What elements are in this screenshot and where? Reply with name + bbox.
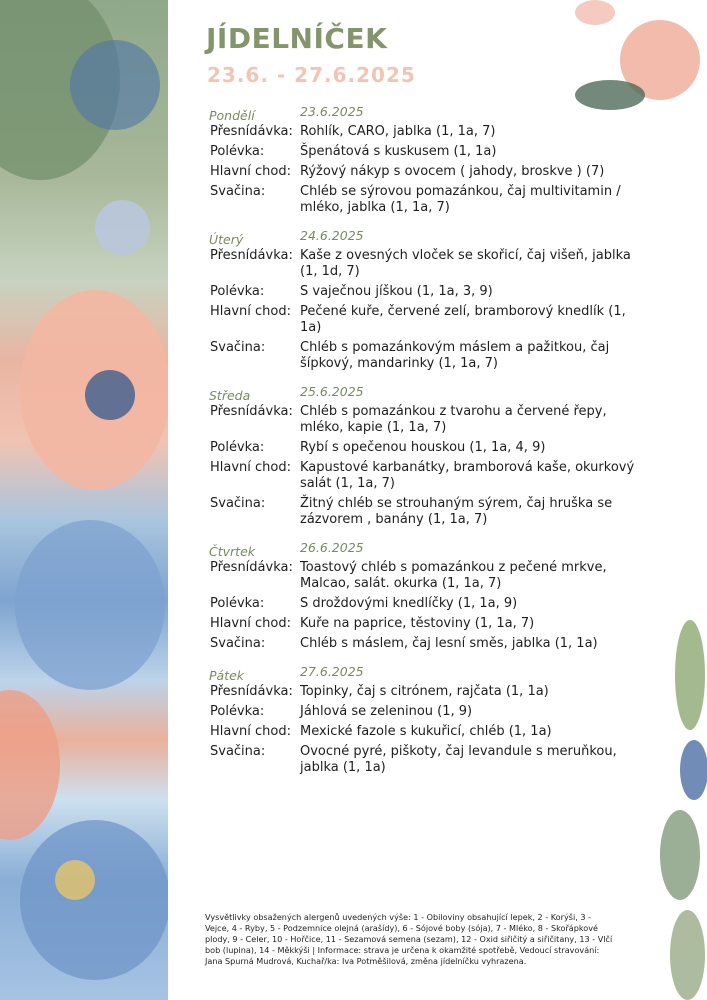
day-date: 26.6.2025 bbox=[300, 540, 364, 555]
day-name: Středa bbox=[209, 388, 251, 403]
day-name: Úterý bbox=[209, 232, 244, 247]
meal-row bbox=[208, 144, 653, 160]
meal-row bbox=[208, 440, 653, 456]
watercolor-floral-panel bbox=[0, 0, 168, 1000]
day-section bbox=[208, 540, 653, 652]
rose-center-shape bbox=[85, 370, 135, 420]
meal-value: Pečené kuře, červené zelí, bramborový knedlík (1, 1a) bbox=[300, 304, 626, 335]
meal-value: Chléb s máslem, čaj lesní směs, jablka (1, 1a) bbox=[300, 636, 598, 651]
meal-value: Chléb s pomazánkovým máslem a pažitkou, čaj šípkový, mandarinky (1, 1a, 7) bbox=[300, 340, 610, 371]
allergen-legend: Vysvětlivky obsažených alergenů uvedených výše: 1 - Obiloviny obsahující lepek, 2 - Korýši, 3 - Vejce, 4 - Ryby, 5 - Podzemnice olejná (arašídy), 6 - Sójové boby (sója), 7 - Mléko, 8 - Skořápkové plody, 9 - Celer, 10 - Hořčice, 11 - Sezamová semena (sezam), 12 - Oxid siřičitý a siřičitany, 13 - Vlčí bob (lupina), 14 - Měkkýši | Informace: strava je určena k okamžité spotřebě, Vedoucí stravování: Jana Spurná Mudrová, Kuchař/ka: Iva Potměšilová, změna jídelníčku vyhrazena. bbox=[205, 912, 613, 966]
meal-label: Přesnídávka: bbox=[210, 124, 293, 139]
day-section bbox=[208, 228, 653, 372]
day-header bbox=[208, 384, 653, 404]
flower-center-shape bbox=[55, 860, 95, 900]
meal-value: Kapustové karbanátky, bramborová kaše, okurkový salát (1, 1a, 7) bbox=[300, 460, 635, 491]
meal-label: Hlavní chod: bbox=[210, 616, 292, 631]
meal-label: Svačina: bbox=[210, 340, 266, 355]
meal-row bbox=[208, 164, 653, 180]
meal-value: Kaše z ovesných vloček se skořicí, čaj višeň, jablka (1, 1d, 7) bbox=[300, 248, 631, 279]
meal-label: Polévka: bbox=[210, 144, 265, 159]
pink-bud-shape bbox=[575, 0, 615, 25]
meal-label: Přesnídávka: bbox=[210, 248, 293, 263]
meal-label: Svačina: bbox=[210, 636, 266, 651]
blue-bud-shape bbox=[680, 740, 707, 800]
meal-row bbox=[208, 616, 653, 632]
day-header bbox=[208, 104, 653, 124]
blue-flower-shape bbox=[70, 40, 160, 130]
blue-flower-shape bbox=[15, 520, 165, 690]
meal-label: Svačina: bbox=[210, 496, 266, 511]
meal-value: Špenátová s kuskusem (1, 1a) bbox=[300, 144, 497, 159]
meal-row bbox=[208, 560, 653, 592]
meal-label: Hlavní chod: bbox=[210, 304, 292, 319]
meal-value: Mexické fazole s kukuřicí, chléb (1, 1a) bbox=[300, 724, 552, 739]
meal-value: Rýžový nákyp s ovocem ( jahody, broskve ) (7) bbox=[300, 164, 605, 179]
meal-row bbox=[208, 684, 653, 700]
meal-row bbox=[208, 304, 653, 336]
day-name: Pátek bbox=[209, 668, 245, 683]
meal-value: Kuře na paprice, těstoviny (1, 1a, 7) bbox=[300, 616, 535, 631]
meal-label: Přesnídávka: bbox=[210, 404, 293, 419]
meal-value: Chléb s pomazánkou z tvarohu a červené řepy, mléko, kapie (1, 1a, 7) bbox=[300, 404, 607, 435]
meal-value: Chléb se sýrovou pomazánkou, čaj multivitamin / mléko, jablka (1, 1a, 7) bbox=[300, 184, 621, 215]
meal-row bbox=[208, 184, 653, 216]
day-name: Pondělí bbox=[209, 108, 255, 123]
meal-label: Polévka: bbox=[210, 596, 265, 611]
meal-value: S vaječnou jíškou (1, 1a, 3, 9) bbox=[300, 284, 493, 299]
meal-value: Topinky, čaj s citrónem, rajčata (1, 1a) bbox=[300, 684, 549, 699]
meal-row bbox=[208, 724, 653, 740]
day-section bbox=[208, 104, 653, 216]
leaf-shape bbox=[660, 810, 700, 900]
meal-row bbox=[208, 496, 653, 528]
meal-row bbox=[208, 124, 653, 140]
day-section bbox=[208, 664, 653, 776]
meal-row bbox=[208, 636, 653, 652]
weekly-menu bbox=[208, 104, 653, 788]
meal-value: Toastový chléb s pomazánkou z pečené mrkve, Malcao, salát. okurka (1, 1a, 7) bbox=[300, 560, 607, 591]
leaf-shape bbox=[675, 620, 705, 730]
day-header bbox=[208, 540, 653, 560]
meal-label: Polévka: bbox=[210, 704, 265, 719]
daisy-shape bbox=[95, 200, 150, 255]
meal-label: Přesnídávka: bbox=[210, 684, 293, 699]
meal-label: Svačina: bbox=[210, 184, 266, 199]
meal-row bbox=[208, 248, 653, 280]
day-section bbox=[208, 384, 653, 528]
pink-flower-shape bbox=[0, 690, 60, 840]
meal-value: Rybí s opečenou houskou (1, 1a, 4, 9) bbox=[300, 440, 546, 455]
meal-value: Žitný chléb se strouhaným sýrem, čaj hruška se zázvorem , banány (1, 1a, 7) bbox=[300, 496, 613, 527]
leaf-shape bbox=[670, 910, 705, 1000]
day-header bbox=[208, 664, 653, 684]
day-date: 24.6.2025 bbox=[300, 228, 364, 243]
meal-row bbox=[208, 460, 653, 492]
meal-value: Rohlík, CARO, jablka (1, 1a, 7) bbox=[300, 124, 496, 139]
meal-label: Polévka: bbox=[210, 284, 265, 299]
meal-value: S droždovými knedlíčky (1, 1a, 9) bbox=[300, 596, 518, 611]
meal-label: Hlavní chod: bbox=[210, 164, 292, 179]
day-date: 25.6.2025 bbox=[300, 384, 364, 399]
meal-label: Svačina: bbox=[210, 744, 266, 759]
page-title: JÍDELNÍČEK bbox=[206, 22, 388, 55]
meal-row bbox=[208, 744, 653, 776]
meal-value: Jáhlová se zeleninou (1, 9) bbox=[300, 704, 473, 719]
meal-row bbox=[208, 404, 653, 436]
meal-label: Přesnídávka: bbox=[210, 560, 293, 575]
meal-row bbox=[208, 284, 653, 300]
day-date: 27.6.2025 bbox=[300, 664, 364, 679]
meal-row bbox=[208, 596, 653, 612]
day-name: Čtvrtek bbox=[209, 544, 255, 559]
meal-value: Ovocné pyré, piškoty, čaj levandule s meruňkou, jablka (1, 1a) bbox=[300, 744, 617, 775]
meal-row bbox=[208, 340, 653, 372]
leaves-bottom-right bbox=[655, 620, 707, 1000]
day-date: 23.6.2025 bbox=[300, 104, 364, 119]
meal-row bbox=[208, 704, 653, 720]
meal-label: Hlavní chod: bbox=[210, 724, 292, 739]
date-range: 23.6. - 27.6.2025 bbox=[207, 63, 416, 87]
meal-label: Hlavní chod: bbox=[210, 460, 292, 475]
meal-label: Polévka: bbox=[210, 440, 265, 455]
blue-flower-shape bbox=[20, 820, 168, 980]
day-header bbox=[208, 228, 653, 248]
